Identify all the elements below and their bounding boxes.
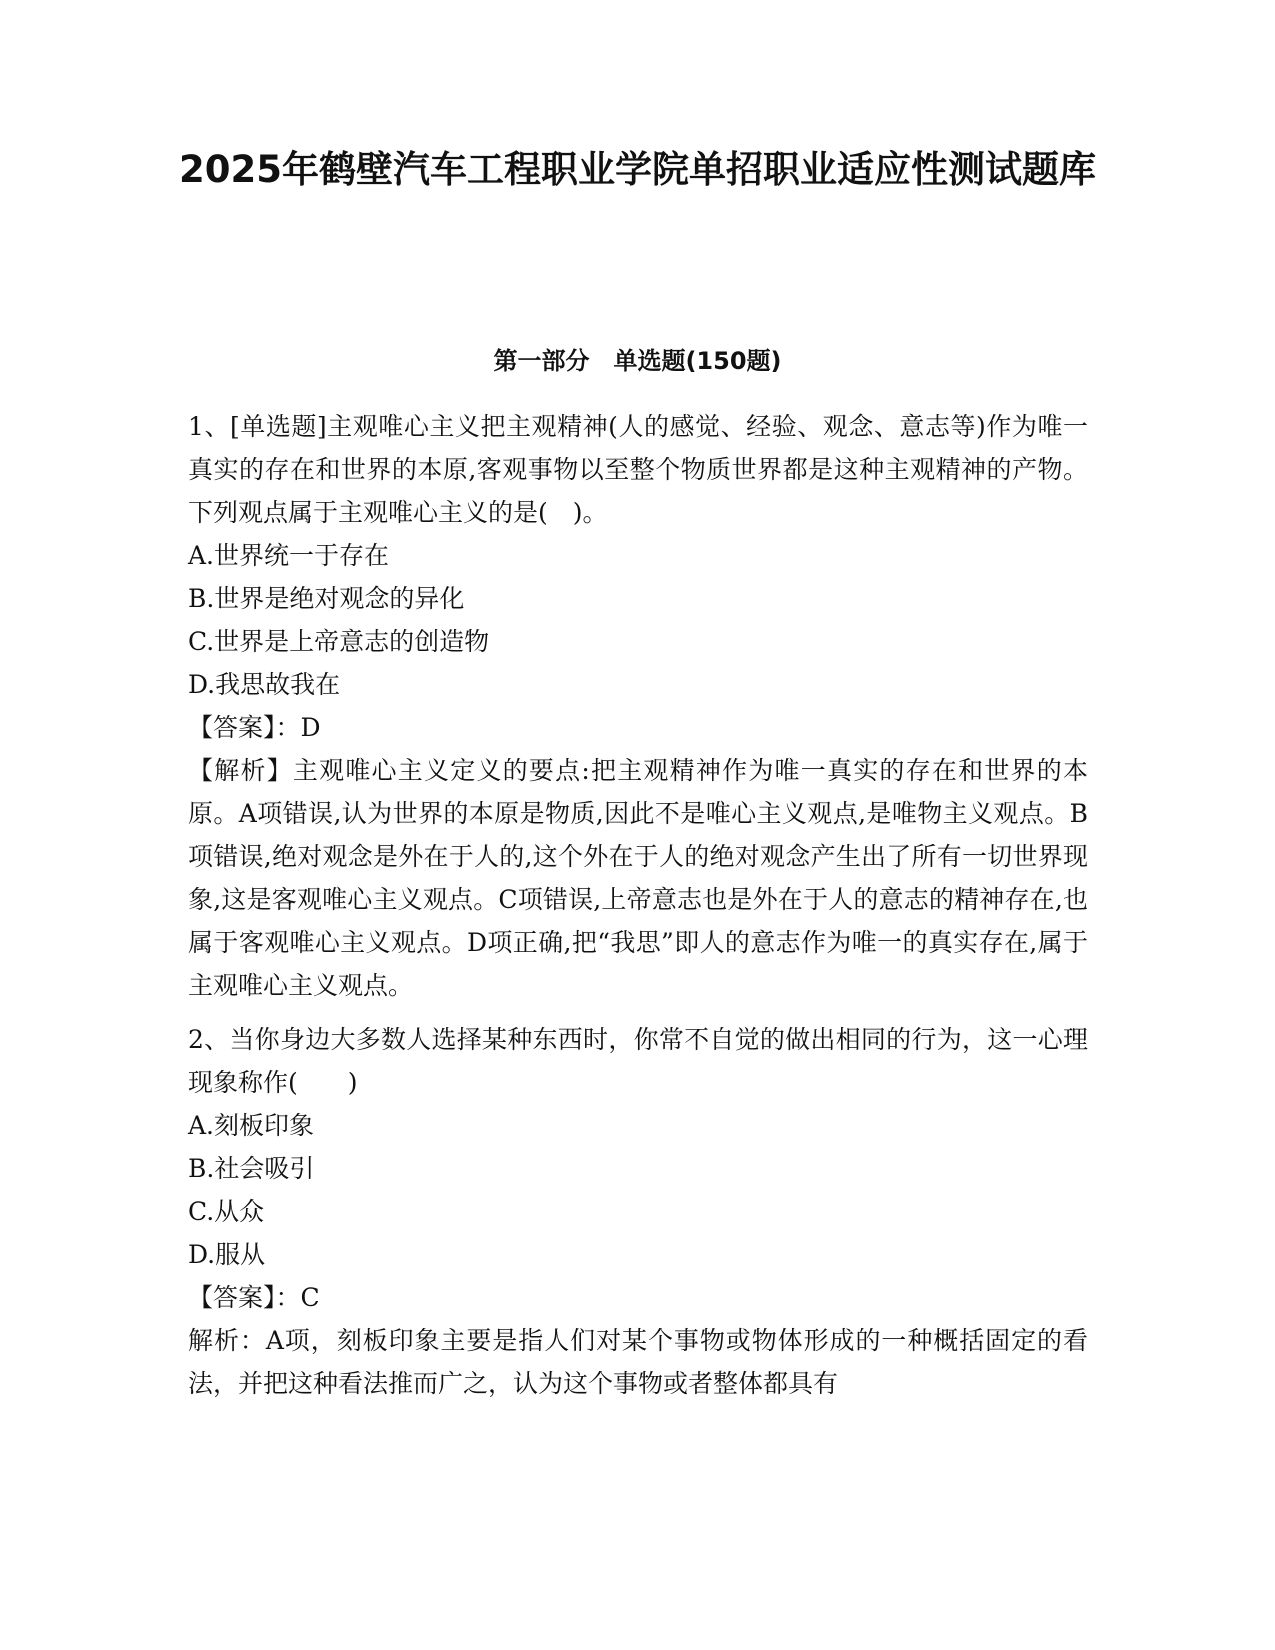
question-block-1 <box>188 405 1088 1007</box>
option-b: B.社会吸引 <box>188 1154 315 1183</box>
section-title: 第一部分 单选题(150题) <box>493 347 782 375</box>
answer-line: 【答案】：D <box>188 713 321 742</box>
question-spacer <box>188 1007 1088 1018</box>
option-c: C.从众 <box>188 1197 265 1226</box>
option-b: B.世界是绝对观念的异化 <box>188 584 465 613</box>
option-d: D.服从 <box>188 1240 266 1269</box>
explanation-text: 【解析】主观唯心主义定义的要点:把主观精神作为唯一真实的存在和世界的本原。A项错误,认为世界的本原是物质,因此不是唯心主义观点,是唯物主义观点。B项错误,绝对观念是外在于人的,这个外在于人的绝对观念产生出了所有一切世界现象,这是客观唯心主义观点。C项错误,上帝意志也是外在于人的意志的精神存在,也属于客观唯心主义观点。D项正确,把“我思”即人的意志作为唯一的真实存在,属于主观唯心主义观点。 <box>188 756 1088 1000</box>
explanation-text: 解析：A项，刻板印象主要是指人们对某个事物或物体形成的一种概括固定的看法，并把这种看法推而广之，认为这个事物或者整体都具有 <box>188 1326 1088 1398</box>
document-body <box>188 405 1088 1405</box>
question-stem: 1、[单选题]主观唯心主义把主观精神(人的感觉、经验、观念、意志等)作为唯一真实的存在和世界的本原,客观事物以至整个物质世界都是这种主观精神的产物。下列观点属于主观唯心主义的是( )。 <box>188 412 1088 527</box>
answer-line: 【答案】：C <box>188 1283 320 1312</box>
option-a: A.刻板印象 <box>188 1111 315 1140</box>
option-c: C.世界是上帝意志的创造物 <box>188 627 490 656</box>
question-block-2 <box>188 1018 1088 1405</box>
question-stem: 2、当你身边大多数人选择某种东西时，你常不自觉的做出相同的行为，这一心理现象称作( ) <box>188 1025 1088 1097</box>
option-a: A.世界统一于存在 <box>188 541 390 570</box>
option-d: D.我思故我在 <box>188 670 341 699</box>
document-title: 2025年鹤壁汽车工程职业学院单招职业适应性测试题库 <box>179 148 1096 191</box>
